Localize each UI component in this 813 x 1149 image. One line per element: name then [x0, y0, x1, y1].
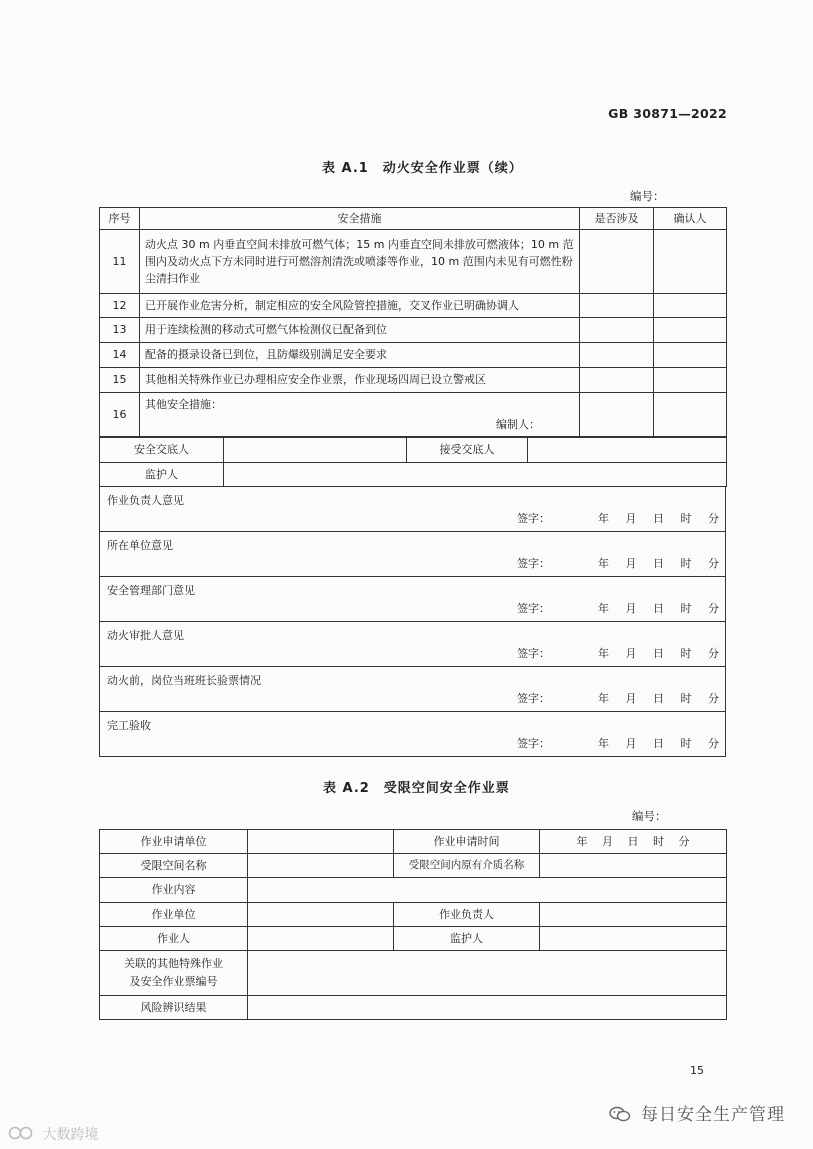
sign-label: 签字： [517, 601, 550, 615]
opinion-row[interactable] [100, 532, 726, 577]
row-measure: 用于连续检测的移动式可燃气体检测仪已配备到位 [140, 318, 580, 343]
work-leader-label: 作业负责人 [394, 903, 540, 927]
opinion-label: 安全管理部门意见 [107, 584, 195, 597]
space-name-label: 受限空间名称 [100, 854, 248, 878]
disclosure-person-label: 安全交底人 [100, 438, 224, 463]
date-units: 年 月 日 时 分 [598, 601, 719, 615]
confirmer-cell[interactable] [654, 230, 727, 294]
row-number: 12 [100, 294, 140, 318]
apply-time-label: 作业申请时间 [394, 830, 540, 854]
table-row [100, 318, 727, 343]
opinion-row[interactable] [100, 622, 726, 667]
risk-result-field[interactable] [248, 996, 727, 1020]
opinion-row[interactable] [100, 712, 726, 757]
table-a2-caption: 表 A.2 受限空间安全作业票 [323, 781, 510, 796]
brand-logo-icon [8, 1126, 38, 1140]
table-a1-opinions [99, 486, 726, 757]
guardian-field[interactable] [540, 927, 727, 951]
other-measures-cell[interactable] [140, 393, 580, 437]
worker-field[interactable] [248, 927, 394, 951]
opinion-label: 动火前，岗位当班班长验票情况 [107, 674, 261, 687]
row-number: 15 [100, 368, 140, 393]
opinion-row[interactable] [100, 487, 726, 532]
involved-cell[interactable] [580, 368, 654, 393]
involved-cell[interactable] [580, 294, 654, 318]
row-measure: 配备的摄录设备已到位，且防爆级别满足安全要求 [140, 343, 580, 368]
row-measure: 动火点 30 m 内垂直空间未排放可燃气体；15 m 内垂直空间未排放可燃液体；10 m 范围内及动火点下方未同时进行可燃溶剂清洗或喷漆等作业，10 m 范围内未见有可燃性粉尘清扫作业 [140, 230, 580, 294]
date-units: 年 月 日 时 分 [598, 646, 719, 660]
receiver-person-field[interactable] [528, 438, 727, 463]
table-row [100, 368, 727, 393]
header-serial: 序号 [100, 208, 140, 230]
confirmer-cell[interactable] [654, 294, 727, 318]
date-units: 年 月 日 时 分 [598, 736, 719, 750]
page-number: 15 [690, 1064, 704, 1077]
related-ops-label [100, 951, 248, 996]
work-leader-field[interactable] [540, 903, 727, 927]
date-units: 年 月 日 时 分 [598, 511, 719, 525]
involved-cell[interactable] [580, 318, 654, 343]
guardian-field[interactable] [224, 463, 727, 487]
row-number: 11 [100, 230, 140, 294]
date-units: 年 月 日 时 分 [598, 691, 719, 705]
table-a2 [99, 829, 727, 1020]
medium-name-field[interactable] [540, 854, 727, 878]
table-row [100, 294, 727, 318]
header-confirmer: 确认人 [654, 208, 727, 230]
sign-label: 签字： [517, 646, 550, 660]
watermark-left [8, 1124, 98, 1144]
work-unit-field[interactable] [248, 903, 394, 927]
opinion-label: 完工验收 [107, 719, 151, 732]
opinion-label: 作业负责人意见 [107, 494, 184, 507]
disclosure-person-field[interactable] [224, 438, 407, 463]
preparer-label: 编制人： [496, 417, 540, 431]
watermark-right [609, 1100, 785, 1125]
header-measures: 安全措施 [140, 208, 580, 230]
table-row [100, 230, 727, 294]
guardian-label: 监护人 [394, 927, 540, 951]
risk-result-label: 风险辨识结果 [100, 996, 248, 1020]
worker-label: 作业人 [100, 927, 248, 951]
table-a1-number-label: 编号： [630, 189, 665, 203]
confirmer-cell[interactable] [654, 318, 727, 343]
related-ops-label-line2: 及安全作业票编号 [129, 975, 218, 988]
opinion-label: 动火审批人意见 [107, 629, 184, 642]
sign-label: 签字： [517, 556, 550, 570]
sign-label: 签字： [517, 736, 550, 750]
apply-unit-label: 作业申请单位 [100, 830, 248, 854]
work-unit-label: 作业单位 [100, 903, 248, 927]
related-ops-field[interactable] [248, 951, 727, 996]
involved-cell[interactable] [580, 230, 654, 294]
table-row [100, 393, 727, 437]
table-a1-personnel [99, 437, 727, 487]
row-number: 16 [100, 393, 140, 437]
standard-number: GB 30871—2022 [608, 106, 727, 121]
receiver-person-label: 接受交底人 [407, 438, 528, 463]
row-number: 14 [100, 343, 140, 368]
medium-name-label: 受限空间内原有介质名称 [394, 854, 540, 878]
involved-cell[interactable] [580, 343, 654, 368]
apply-time-field[interactable]: 年 月 日 时 分 [540, 830, 727, 854]
space-name-field[interactable] [248, 854, 394, 878]
row-number: 13 [100, 318, 140, 343]
sign-label: 签字： [517, 691, 550, 705]
confirmer-cell[interactable] [654, 368, 727, 393]
table-a1-caption: 表 A.1 动火安全作业票（续） [322, 161, 523, 176]
opinion-label: 所在单位意见 [107, 539, 173, 552]
date-units: 年 月 日 时 分 [598, 556, 719, 570]
confirmer-cell[interactable] [654, 393, 727, 437]
watermark-right-text: 每日安全生产管理 [641, 1105, 785, 1125]
work-content-field[interactable] [248, 878, 727, 903]
opinion-row[interactable] [100, 667, 726, 712]
table-a1 [99, 207, 727, 437]
row-measure: 已开展作业危害分析，制定相应的安全风险管控措施，交叉作业已明确协调人 [140, 294, 580, 318]
confirmer-cell[interactable] [654, 343, 727, 368]
table-row [100, 343, 727, 368]
involved-cell[interactable] [580, 393, 654, 437]
related-ops-label-line1: 关联的其他特殊作业 [124, 957, 223, 971]
watermark-left-text: 大数跨境 [42, 1127, 99, 1143]
table-a2-number-label: 编号： [632, 809, 667, 823]
sign-label: 签字： [517, 511, 550, 525]
header-involved: 是否涉及 [580, 208, 654, 230]
row-measure: 其他相关特殊作业已办理相应安全作业票，作业现场四周已设立警戒区 [140, 368, 580, 393]
work-content-label: 作业内容 [100, 878, 248, 903]
guardian-label: 监护人 [100, 463, 224, 487]
apply-unit-field[interactable] [248, 830, 394, 854]
other-measures-label: 其他安全措施： [145, 398, 222, 411]
wechat-icon [609, 1106, 631, 1122]
opinion-row[interactable] [100, 577, 726, 622]
